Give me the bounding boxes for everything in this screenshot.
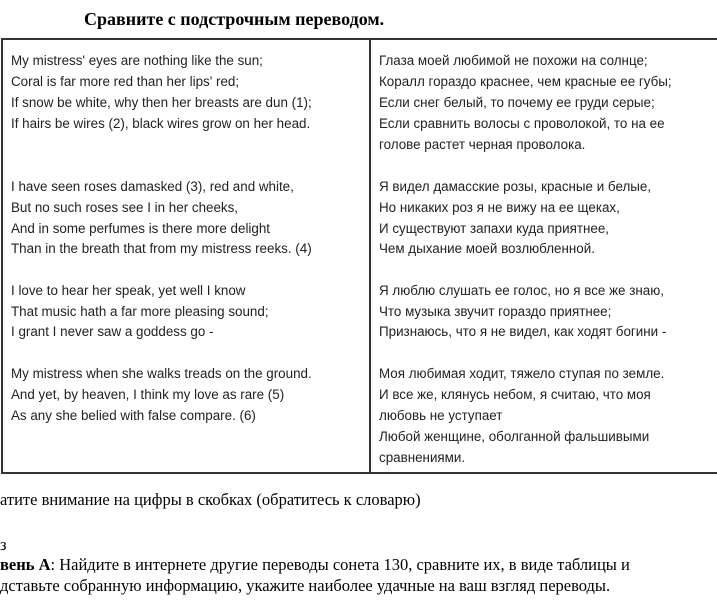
- task-line-1: [0, 555, 630, 575]
- task-line-2: дставьте собранную информацию, укажите наиболее удачные на ваш взгляд переводы.: [0, 576, 611, 595]
- original-line: Coral is far more red than her lips' red;: [11, 74, 240, 89]
- original-line: I love to hear her speak, yet well I know: [11, 283, 246, 298]
- translation-line: сравнениями.: [379, 450, 466, 465]
- original-line: And in some perfumes is there more delight: [11, 221, 271, 236]
- translation-line: Если сравнить волосы с проволокой, то на ее: [379, 116, 665, 131]
- original-line: Than in the breath that from my mistress reeks. (4): [11, 241, 312, 256]
- task-label: вень А: [0, 555, 51, 574]
- translation-table: [1, 38, 717, 474]
- original-line: I grant I never saw a goddess go -: [11, 324, 214, 339]
- original-line: My mistress when she walks treads on the ground.: [11, 366, 312, 381]
- column-divider: [369, 40, 371, 472]
- original-line: And yet, by heaven, I think my love as rare (5): [11, 387, 285, 402]
- translation-line: Коралл гораздо краснее, чем красные ее губы;: [379, 74, 672, 89]
- original-line: That music hath a far more pleasing sound;: [11, 304, 269, 319]
- translation-line: Любой женщине, оболганной фальшивыми: [379, 429, 650, 444]
- translation-line: Если снег белый, то почему ее груди серые;: [379, 95, 655, 110]
- translation-line: И существуют запахи куда приятнее,: [379, 221, 609, 236]
- translation-line: Я видел дамасские розы, красные и белые,: [379, 179, 652, 194]
- original-line: I have seen roses damasked (3), red and white,: [11, 179, 294, 194]
- original-line: But no such roses see I in her cheeks,: [11, 200, 239, 215]
- translation-line: голове растет черная проволока.: [379, 137, 586, 152]
- original-line: If hairs be wires (2), black wires grow on her head.: [11, 116, 311, 131]
- original-line: If snow be white, why then her breasts are dun (1);: [11, 95, 312, 110]
- original-line: As any she belied with false compare. (6): [11, 408, 256, 423]
- note-text: атите внимание на цифры в скобках (обратитесь к словарю): [0, 490, 421, 509]
- translation-line: Моя любимая ходит, тяжело ступая по земле.: [379, 366, 665, 381]
- translation-line: Я люблю слушать ее голос, но я все же знаю,: [379, 283, 664, 298]
- translation-line: Глаза моей любимой не похожи на солнце;: [379, 53, 648, 68]
- stray-char: з: [0, 535, 7, 554]
- translation-line: любовь не уступает: [379, 408, 503, 423]
- original-line: My mistress' eyes are nothing like the sun;: [11, 53, 263, 68]
- translation-line: Но никаких роз я не вижу на ее щеках,: [379, 200, 620, 215]
- translation-line: Признаюсь, что я не видел, как ходят богини -: [379, 324, 667, 339]
- translation-line: Чем дыхание моей возлюбленной.: [379, 241, 595, 256]
- task-text-1: : Найдите в интернете другие переводы сонета 130, сравните их, в виде таблицы и: [50, 555, 630, 574]
- translation-line: Что музыка звучит гораздо приятнее;: [379, 304, 612, 319]
- translation-line: И все же, клянусь небом, я считаю, что моя: [379, 387, 651, 402]
- page-title: Сравните с подстрочным переводом.: [84, 9, 385, 29]
